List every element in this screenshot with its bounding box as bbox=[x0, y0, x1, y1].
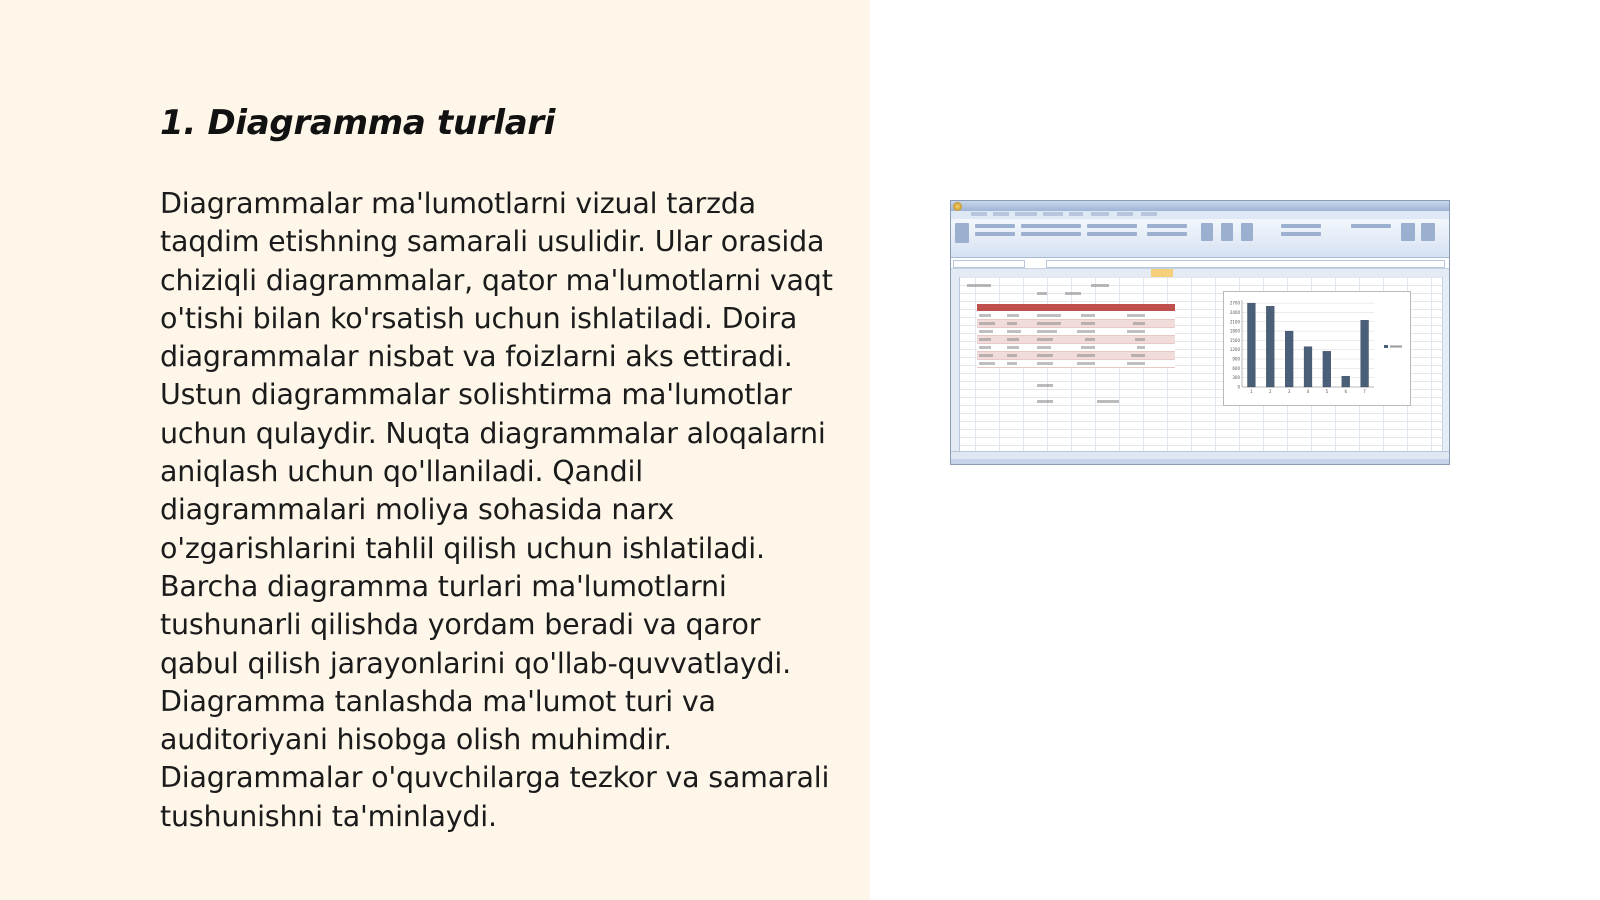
excel-formula-input bbox=[1046, 260, 1445, 268]
excel-status-bar bbox=[951, 459, 1449, 464]
bar bbox=[1323, 351, 1331, 387]
table-row bbox=[977, 360, 1175, 368]
excel-vertical-scrollbar[interactable] bbox=[1442, 277, 1449, 452]
bar bbox=[1247, 303, 1255, 387]
table-row bbox=[977, 312, 1175, 320]
y-tick-label: 600 bbox=[1232, 365, 1240, 371]
bar bbox=[1304, 347, 1312, 387]
table-row bbox=[977, 344, 1175, 352]
y-tick-label: 1800 bbox=[1229, 328, 1240, 334]
y-tick-label: 900 bbox=[1232, 356, 1240, 362]
x-tick-label: 1 bbox=[1250, 389, 1253, 394]
excel-sheet-tabs[interactable] bbox=[951, 451, 1449, 459]
y-tick-label: 300 bbox=[1232, 375, 1240, 381]
y-tick-label: 2700 bbox=[1229, 300, 1240, 306]
y-tick-label: 2100 bbox=[1229, 319, 1240, 325]
slide-body-text: Diagrammalar ma'lumotlarni vizual tarzda taqdim etishning samarali usulidir. Ular orasida chiziqli diagrammalar, qator ma'lumotlarni vaqt o'tishi bilan ko'rsatish uchun ishlatiladi. Doira diagrammalar nisbat va foizlarni aks ettiradi. Ustun diagrammalar solishtirma ma'lumotlar uchun qulaydir. Nuqta diagrammalar aloqalarni aniqlash uchun qo'llaniladi. Qandil diagrammalari moliya sohasida narx o'zgarishlarini tahlil qilish uchun ishlatiladi. Barcha diagramma turlari ma'lumotlarni tushunarli qilishda yordam beradi va qaror qabul qilish jarayonlarini qo'llab-quvvatlaydi. Diagramma tanlashda ma'lumot turi va auditoriyani hisobga olish muhimdir. Diagrammalar o'quvchilarga tezkor va samarali tushunishni ta'minlaydi. bbox=[160, 187, 833, 833]
table-row bbox=[977, 320, 1175, 328]
excel-table-header bbox=[977, 304, 1175, 311]
bar bbox=[1266, 306, 1274, 387]
x-tick-label: 2 bbox=[1269, 389, 1272, 394]
x-tick-label: 4 bbox=[1306, 389, 1310, 394]
excel-titlebar bbox=[951, 201, 1449, 211]
y-tick-label: 0 bbox=[1237, 384, 1240, 390]
bar bbox=[1285, 331, 1293, 387]
y-tick-label: 2400 bbox=[1229, 309, 1240, 315]
table-row bbox=[977, 336, 1175, 344]
slide-title: 1. Diagramma turlari bbox=[160, 103, 556, 143]
bar-chart bbox=[1224, 292, 1410, 405]
y-tick-label: 1200 bbox=[1229, 347, 1240, 353]
x-tick-label: 3 bbox=[1287, 389, 1291, 394]
x-tick-label: 6 bbox=[1344, 389, 1347, 394]
excel-formula-bar bbox=[951, 258, 1449, 269]
table-row bbox=[977, 352, 1175, 360]
excel-name-box bbox=[953, 260, 1025, 268]
bar bbox=[1361, 320, 1369, 387]
office-button-icon bbox=[953, 202, 962, 211]
excel-screenshot bbox=[950, 200, 1450, 465]
legend-swatch bbox=[1384, 345, 1388, 348]
excel-data-table bbox=[977, 304, 1175, 368]
excel-ribbon bbox=[951, 219, 1449, 258]
excel-row-headers bbox=[951, 277, 960, 452]
legend-label-placeholder bbox=[1390, 346, 1402, 348]
x-tick-label: 5 bbox=[1325, 389, 1329, 394]
excel-ribbon-tabs bbox=[951, 211, 1449, 219]
y-tick-label: 1500 bbox=[1229, 337, 1240, 343]
excel-embedded-chart bbox=[1223, 291, 1411, 406]
x-tick-label: 7 bbox=[1363, 389, 1366, 394]
table-row bbox=[977, 328, 1175, 336]
bar bbox=[1342, 376, 1350, 387]
